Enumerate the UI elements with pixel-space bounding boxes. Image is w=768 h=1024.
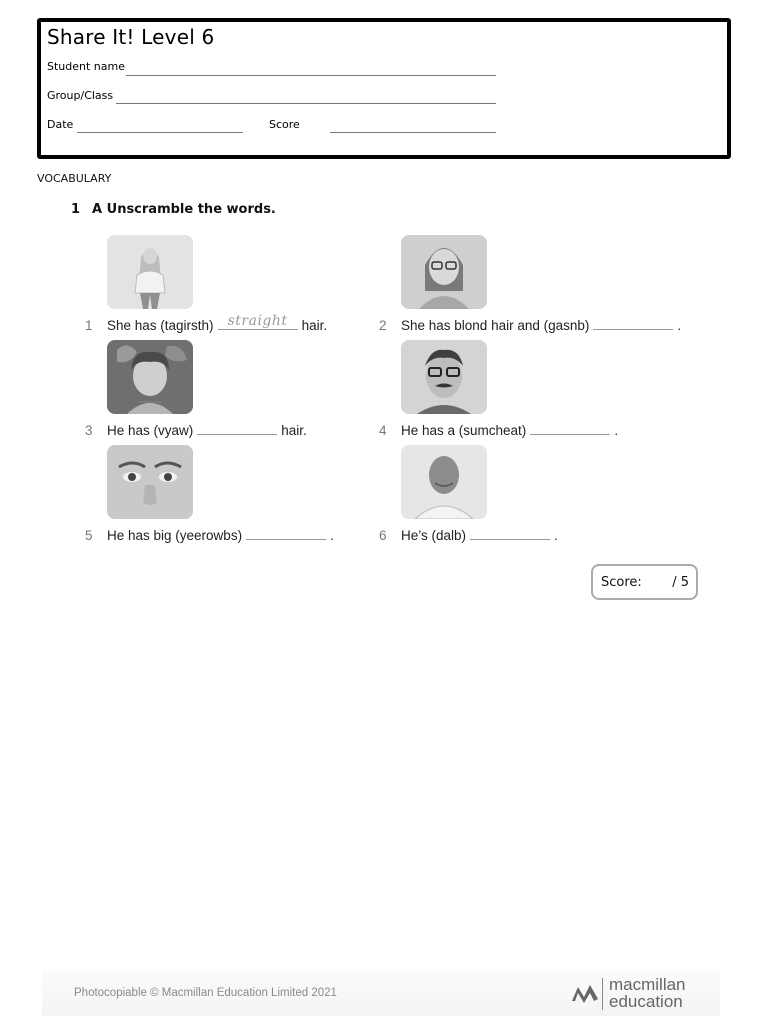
item-prompt: He has big (yeerowbs)	[107, 528, 243, 543]
item-number: 4	[379, 423, 387, 438]
answer-blank[interactable]	[593, 318, 673, 330]
publisher-logo	[572, 976, 702, 1012]
question-instruction: A Unscramble the words.	[92, 202, 276, 217]
item-suffix: .	[677, 318, 682, 333]
group-class-label: Group/Class	[47, 89, 114, 102]
answer-blank[interactable]	[197, 423, 277, 435]
item-suffix: .	[614, 423, 619, 438]
answer-blank[interactable]	[530, 423, 610, 435]
logo-text-line2: education	[609, 992, 683, 1011]
item-suffix: hair.	[301, 318, 328, 333]
answer-blank[interactable]	[218, 313, 298, 330]
logo-text-line1: macmillan	[609, 975, 686, 994]
exercise-item-1	[85, 313, 355, 336]
worksheet-title: Share It! Level 6	[47, 25, 215, 49]
student-name-field[interactable]	[126, 75, 496, 76]
item-number: 3	[85, 423, 93, 438]
photo-man-moustache	[401, 340, 487, 414]
date-label: Date	[47, 118, 74, 131]
student-name-label: Student name	[47, 60, 125, 73]
photo-boy-wavy-hair	[107, 340, 193, 414]
question-heading	[71, 202, 276, 217]
exercise-item-4	[379, 423, 699, 441]
answer-blank[interactable]	[470, 528, 550, 540]
item-suffix: .	[554, 528, 558, 543]
item-suffix: .	[330, 528, 334, 543]
item-prompt: She has blond hair and (gasnb)	[401, 318, 590, 333]
score-field[interactable]	[330, 132, 496, 133]
item-suffix: hair.	[281, 423, 307, 438]
exercise-item-6	[379, 528, 699, 546]
score-max: / 5	[672, 575, 689, 590]
page-footer	[42, 970, 720, 1016]
score-box-label: Score:	[601, 575, 642, 590]
example-answer: straight	[227, 313, 288, 329]
item-number: 1	[85, 318, 93, 333]
copyright-notice: Photocopiable © Macmillan Education Limited 2021	[74, 987, 337, 999]
exercise-item-5	[85, 528, 365, 546]
item-prompt: He has (vyaw)	[107, 423, 194, 438]
item-prompt: He has a (sumcheat)	[401, 423, 527, 438]
item-number: 2	[379, 318, 387, 333]
photo-bald-man	[401, 445, 487, 519]
answer-blank[interactable]	[246, 528, 326, 540]
question-number: 1	[71, 202, 81, 217]
macmillan-mark-icon	[572, 983, 598, 1003]
item-number: 5	[85, 528, 93, 543]
student-info-box	[37, 18, 731, 159]
photo-girl-glasses	[401, 235, 487, 309]
logo-divider	[602, 978, 603, 1010]
photo-boy-eyebrows	[107, 445, 193, 519]
item-number: 6	[379, 528, 387, 543]
score-label: Score	[269, 118, 300, 131]
score-box	[591, 564, 698, 600]
date-field[interactable]	[77, 132, 243, 133]
section-label: VOCABULARY	[37, 172, 112, 185]
exercise-item-2	[379, 318, 699, 336]
item-prompt: She has (tagirsth)	[107, 318, 214, 333]
item-prompt: He’s (dalb)	[401, 528, 467, 543]
group-class-field[interactable]	[116, 103, 496, 104]
photo-girl-straight-hair	[107, 235, 193, 309]
exercise-item-3	[85, 423, 355, 441]
